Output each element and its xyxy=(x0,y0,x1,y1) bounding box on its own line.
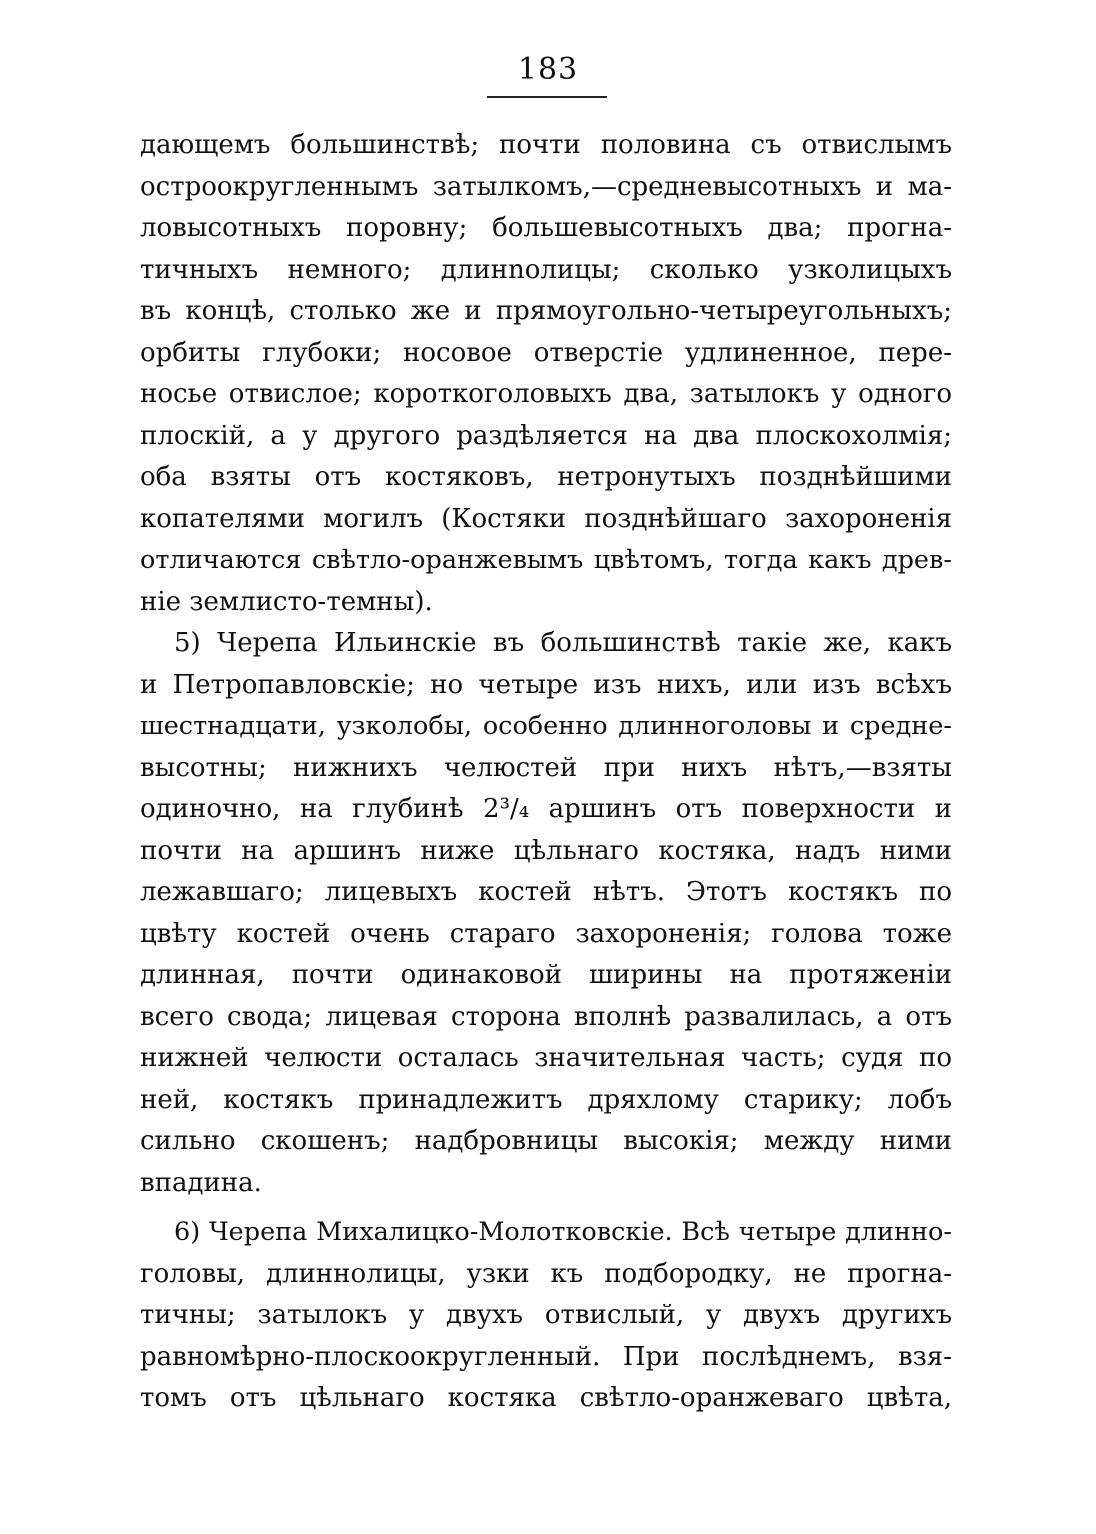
text-line: головы, длиннолицы, узки къ подбородку, не прогна- xyxy=(140,1258,952,1289)
text-line: всего свода; лицевая сторона вполнѣ развалилась, а отъ xyxy=(140,1001,952,1032)
text-line: тичныхъ немного; длинnолицы; сколько узколицыхъ xyxy=(140,254,952,285)
text-line: и Петропавловскіе; но четыре изъ нихъ, или изъ всѣхъ xyxy=(140,669,952,700)
text-line: копателями могилъ (Костяки позднѣйшаго захороненія xyxy=(140,503,952,534)
text-line: ніе землисто-темны). xyxy=(140,586,433,617)
text-line: остроокругленнымъ затылкомъ,—средневысотныхъ и ма- xyxy=(140,171,952,202)
text-line: ловысотныхъ поровну; большевысотныхъ два; прогна- xyxy=(140,213,952,243)
text-line: длинная, почти одинаковой ширины на протяженіи xyxy=(140,960,952,990)
text-line: томъ отъ цѣльнаго костяка свѣтло-оранжеваго цвѣта, xyxy=(140,1383,952,1413)
text-line: 5) Черепа Ильинскіе въ большинствѣ такіе же, какъ xyxy=(174,628,952,658)
text-line: въ концѣ, столько же и прямоугольно-четыреугольныхъ; xyxy=(140,296,952,326)
text-line: одиночно, на глубинѣ 2³/₄ аршинъ отъ поверхности и xyxy=(140,794,952,824)
text-line: цвѣту костей очень стараго захороненія; голова тоже xyxy=(140,918,952,949)
paragraph-gap xyxy=(140,1204,952,1212)
body-text xyxy=(140,125,952,1420)
text-line: почти на аршинъ ниже цѣльнаго костяка, надъ ними xyxy=(140,835,952,866)
text-line: шестнадцати, узколобы, особенно длинноголовы и средне- xyxy=(140,711,952,741)
text-line: дающемъ большинствѣ; почти половина съ отвислымъ xyxy=(140,130,952,160)
text-line: ней, костякъ принадлежитъ дряхлому старику; лобъ xyxy=(140,1084,952,1115)
text-line: равномѣрно-плоскоокругленный. При послѣднемъ, взя- xyxy=(140,1341,952,1372)
text-line: тичны; затылокъ у двухъ отвислый, у двухъ другихъ xyxy=(140,1300,952,1330)
page-number: 183 xyxy=(517,52,579,87)
text-line: отличаются свѣтло-оранжевымъ цвѣтомъ, тогда какъ древ- xyxy=(140,545,952,575)
text-line: нижней челюсти осталась значительная часть; судя по xyxy=(140,1043,952,1073)
paragraph xyxy=(140,1212,952,1420)
text-line: плоскій, а у другого раздѣляется на два плоскохолмія; xyxy=(140,420,952,451)
text-line: оба взяты отъ костяковъ, нетронутыхъ позднѣйшими xyxy=(140,462,952,492)
text-line: 6) Черепа Михалицко-Молотковскіе. Всѣ четыре длинно- xyxy=(174,1217,952,1247)
text-line: орбиты глубоки; носовое отверстіе удлиненное, пере- xyxy=(140,337,952,368)
text-line: высотны; нижнихъ челюстей при нихъ нѣтъ,—взяты xyxy=(140,752,952,783)
text-line: сильно скошенъ; надбровницы высокія; между ними xyxy=(140,1126,952,1156)
paragraph xyxy=(140,623,952,1204)
header-rule xyxy=(487,96,607,98)
text-line: носье отвислое; короткоголовыхъ два, затылокъ у одного xyxy=(140,379,952,409)
text-line: впадина. xyxy=(140,1167,262,1198)
text-line: лежавшаго; лицевыхъ костей нѣтъ. Этотъ костякъ по xyxy=(140,877,952,907)
paragraph xyxy=(140,125,952,623)
